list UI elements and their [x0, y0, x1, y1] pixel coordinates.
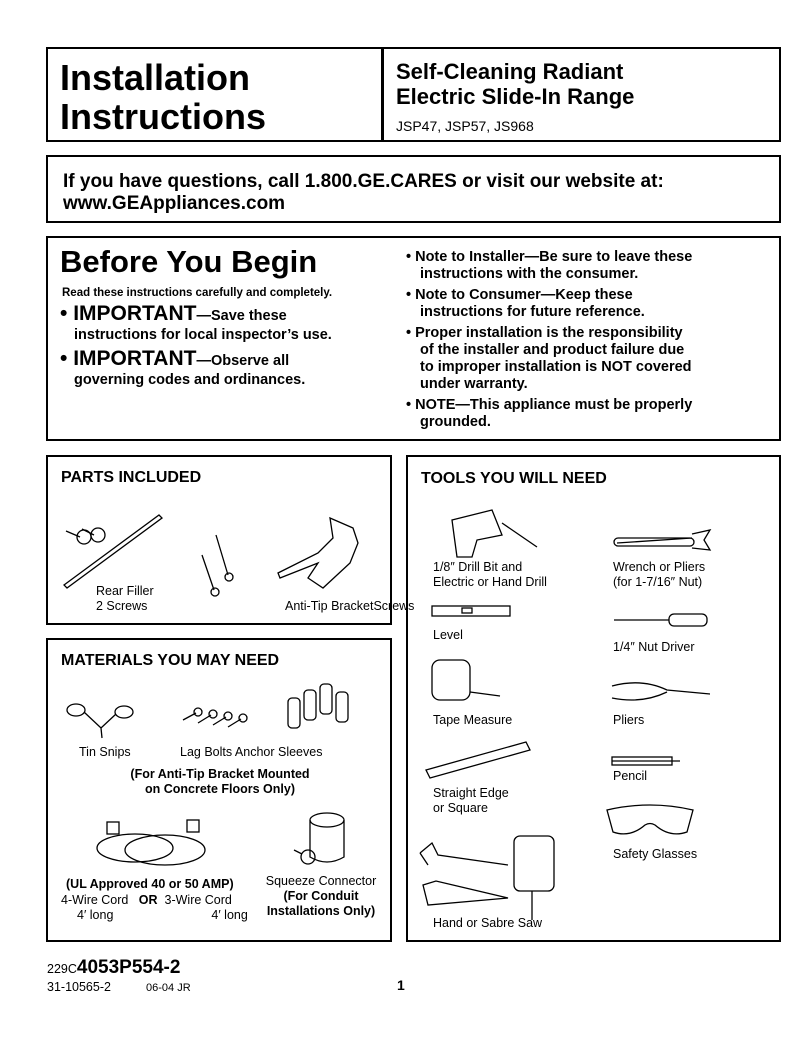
- note-item: • Note to Consumer—Keep these instructions for future reference.: [406, 287, 645, 320]
- questions-line1: If you have questions, call 1.800.GE.CARES or visit our website at:: [63, 171, 664, 192]
- important-text: —Save these: [196, 308, 287, 324]
- anchor-sleeves-illustration: [286, 680, 356, 740]
- sabre-saw-icon: [512, 830, 557, 920]
- product-line2: Electric Slide-In Range: [396, 84, 635, 109]
- read-instructions: Read these instructions carefully and completely.: [62, 287, 333, 299]
- power-cord-illustration: [95, 818, 215, 873]
- safety-glasses-label: Safety Glasses: [613, 847, 698, 861]
- pencil-icon: [612, 756, 682, 766]
- squeeze-label: Squeeze Connector (For Conduit Installations Only): [265, 874, 377, 918]
- notes-list: [406, 249, 692, 431]
- concrete-note: (For Anti-Tip Bracket Mounted on Concrete Floors Only): [130, 767, 310, 796]
- rear-filler-illustration: [64, 510, 164, 590]
- straight-edge-icon: [426, 740, 531, 780]
- important-text: —Observe all: [196, 353, 290, 369]
- part-number: 229C4053P554-2: [47, 957, 181, 978]
- website-link[interactable]: www.GEAppliances.com: [63, 193, 286, 214]
- level-icon: [432, 606, 512, 618]
- page-number: 1: [397, 977, 405, 993]
- important-1: • IMPORTANT—Save these instructions for local inspector’s use.: [60, 302, 332, 343]
- important-label: IMPORTANT: [73, 302, 197, 325]
- lag-bolts-illustration: [178, 695, 248, 735]
- nut-driver-label: 1/4″ Nut Driver: [613, 640, 695, 654]
- note-item: • NOTE—This appliance must be properly grounded.: [406, 397, 693, 430]
- questions-text: [63, 171, 664, 215]
- doc-title: [60, 58, 266, 136]
- important-label: IMPORTANT: [73, 347, 197, 370]
- title-line2: Instructions: [60, 96, 267, 137]
- tape-measure-label: Tape Measure: [433, 713, 513, 727]
- tin-snips-label: Tin Snips: [79, 745, 131, 759]
- safety-glasses-icon: [605, 800, 695, 840]
- bracket-screws-illustration: [200, 535, 240, 595]
- product-title: [396, 59, 634, 109]
- wrench-label: Wrench or Pliers (for 1-7/16″ Nut): [613, 560, 706, 589]
- lag-bolts-label: Lag Bolts Anchor Sleeves: [180, 745, 323, 759]
- straight-edge-label: Straight Edge or Square: [433, 786, 509, 815]
- anti-tip-bracket-illustration: [278, 518, 378, 593]
- bracket-screws-label: Anti-Tip BracketScrews: [285, 599, 415, 613]
- squeeze-connector-illustration: [292, 812, 352, 872]
- drill-icon: [442, 505, 537, 560]
- cord-options: 4-Wire Cord OR 3-Wire Cord 4′ long 4′ long: [61, 893, 248, 922]
- header-divider: [381, 47, 384, 142]
- level-label: Level: [433, 628, 463, 642]
- drill-label: 1/8″ Drill Bit and Electric or Hand Drill: [433, 560, 547, 589]
- doc-date: 06-04 JR: [146, 982, 191, 994]
- wrench-icon: [612, 528, 712, 553]
- rear-filler-label: Rear Filler 2 Screws: [96, 584, 154, 613]
- pliers-label: Pliers: [613, 713, 645, 727]
- product-line1: Self-Cleaning Radiant: [396, 59, 624, 84]
- materials-title: MATERIALS YOU MAY NEED: [61, 652, 280, 669]
- hand-saw-icon: [418, 843, 513, 908]
- important-2: • IMPORTANT—Observe all governing codes and ordinances.: [60, 347, 306, 388]
- doc-number: 31-10565-2: [47, 980, 111, 994]
- tin-snips-illustration: [66, 700, 136, 740]
- pliers-icon: [612, 676, 712, 706]
- important-text-2: instructions for local inspector’s use.: [74, 327, 332, 343]
- ul-approved: (UL Approved 40 or 50 AMP): [66, 877, 234, 891]
- model-numbers: JSP47, JSP57, JS968: [396, 118, 534, 134]
- before-title: Before You Begin: [60, 244, 318, 279]
- tools-title: TOOLS YOU WILL NEED: [421, 470, 607, 487]
- saw-label: Hand or Sabre Saw: [433, 916, 543, 930]
- note-item: • Note to Installer—Be sure to leave these instructions with the consumer.: [406, 249, 693, 282]
- nut-driver-icon: [614, 612, 709, 628]
- pencil-label: Pencil: [613, 769, 648, 783]
- parts-title: PARTS INCLUDED: [61, 469, 202, 486]
- tape-measure-icon: [432, 660, 502, 705]
- note-item: • Proper installation is the responsibility of the installer and product failure due to improper installation is NOT covered under warranty.: [406, 325, 692, 392]
- title-line1: Installation: [60, 57, 251, 98]
- important-text-2: governing codes and ordinances.: [74, 372, 306, 388]
